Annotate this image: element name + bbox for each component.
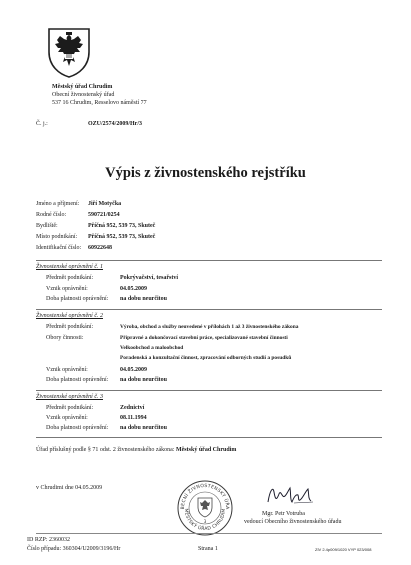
ico-value: 60922648: [88, 245, 112, 251]
person-row-residence: [36, 222, 376, 230]
reference-number: OZU/2574/2009/Hr/3: [88, 121, 142, 127]
subject-label: Předmět podnikání:: [46, 405, 94, 411]
official-seal-icon: [176, 479, 234, 537]
fields-label: Obory činnosti:: [46, 335, 84, 341]
authorization-1-title: Živnostenské oprávnění č. 1: [36, 264, 103, 270]
authorization-1-origin-row: [46, 285, 376, 293]
authorization-2-subject-row: [46, 323, 382, 331]
origin-label: Vznik oprávnění:: [46, 415, 88, 421]
office-address: 537 16 Chrudim, Resselovo náměstí 77: [52, 100, 147, 106]
footer-divider: [36, 533, 382, 534]
authorization-3-origin-row: [46, 414, 376, 422]
birth-number-label: Rodné číslo:: [36, 212, 67, 218]
birth-number-value: 590721/0254: [88, 212, 120, 218]
authorization-1-validity-row: [46, 295, 376, 303]
section-divider: [36, 390, 382, 391]
section-divider: [36, 260, 382, 261]
validity-label: Doba platnosti oprávnění:: [46, 425, 109, 431]
validity-value: na dobu neurčitou: [120, 425, 168, 431]
origin-value: 04.05.2009: [120, 286, 147, 292]
person-row-name: [36, 200, 376, 208]
subject-label: Předmět podnikání:: [46, 275, 94, 281]
origin-label: Vznik oprávnění:: [46, 367, 88, 373]
subject-value: Zednictví: [120, 405, 145, 411]
authorization-2-fields-row: [46, 334, 382, 342]
footer-page-number: Strana 1: [198, 546, 218, 552]
authorization-2-title: Živnostenské oprávnění č. 2: [36, 313, 103, 319]
subject-label: Předmět podnikání:: [46, 324, 94, 330]
field-value-3: Poradenská a konzultační činnost, zpracování odborných studií a posudků: [120, 355, 292, 361]
subject-value: Výroba, obchod a služby neuvedené v přílohách 1 až 3 živnostenského zákona: [120, 324, 299, 330]
section-divider: [36, 309, 382, 310]
name-label: Jméno a příjmení:: [36, 201, 80, 207]
footer-form-code: ZIV 2.4p009/1020 VYP 023/008: [315, 547, 372, 552]
validity-label: Doba platnosti oprávnění:: [46, 296, 109, 302]
authorization-2-fields-row-2: [46, 344, 382, 352]
seal-text-top: BECNÍ ŽIVNOSTENSKÝ ÚŘA: [180, 483, 230, 510]
subject-value: Pokrývačství, tesařství: [120, 275, 178, 281]
authorization-2-validity-row: [46, 376, 376, 384]
field-value-1: Přípravné a dokončovací stavební práce, specializované stavební činnosti: [120, 335, 288, 341]
office-department: Obecní živnostenský úřad: [52, 92, 115, 98]
person-row-birth-number: [36, 211, 376, 219]
residence-label: Bydliště:: [36, 223, 58, 229]
place-date: v Chrudimi dne 04.05.2009: [36, 485, 103, 491]
authorization-3-subject-row: [46, 404, 376, 412]
ico-label: Identifikační číslo:: [36, 245, 82, 251]
origin-label: Vznik oprávnění:: [46, 286, 88, 292]
authorization-3-validity-row: [46, 424, 376, 432]
business-place-value: Příčná 952, 539 73, Skuteč: [88, 234, 156, 240]
signatory-role: vedoucí Obecního živnostenského úřadu: [244, 519, 342, 525]
name-value: Jiří Motyčka: [88, 201, 122, 207]
authorization-3-title: Živnostenské oprávnění č. 3: [36, 394, 103, 400]
competent-office-value: Městský úřad Chrudim: [175, 447, 237, 453]
footer-case-number: Číslo případu: 360304/U2009/3196/Hr: [27, 546, 121, 552]
footer-id-rzp: ID RZP: 2360032: [27, 537, 71, 543]
signature-icon: [264, 482, 316, 508]
competent-office-row: [36, 446, 382, 454]
field-value-2: Velkoobchod a maloobchod: [120, 345, 184, 351]
authorization-2-origin-row: [46, 366, 376, 374]
signatory-name: Mgr. Petr Votruba: [262, 511, 305, 517]
competent-office-label: Úřad příslušný podle § 71 odst. 2 živnostenského zákona:: [36, 447, 175, 453]
residence-value: Příčná 952, 539 73, Skuteč: [88, 223, 156, 229]
authorization-2-fields-row-3: [46, 354, 382, 362]
person-row-business-place: [36, 233, 376, 241]
person-row-ico: [36, 244, 376, 252]
chrudim-coat-of-arms-icon: [46, 26, 92, 78]
authorization-1-subject-row: [46, 274, 376, 282]
seal-number: 3: [203, 519, 207, 524]
reference-label: Č. j.:: [36, 121, 48, 127]
origin-value: 08.11.1994: [120, 415, 147, 421]
validity-label: Doba platnosti oprávnění:: [46, 377, 109, 383]
section-divider: [36, 437, 382, 438]
seal-text-bottom: MĚSTSKÝ ÚŘAD CHRUDIM: [182, 508, 228, 533]
origin-value: 04.05.2009: [120, 367, 147, 373]
validity-value: na dobu neurčitou: [120, 296, 168, 302]
validity-value: na dobu neurčitou: [120, 377, 168, 383]
document-title: Výpis z živnostenského rejstříku: [105, 165, 306, 181]
business-place-label: Místo podnikání:: [36, 234, 78, 240]
office-name: Městský úřad Chrudim: [52, 84, 113, 90]
